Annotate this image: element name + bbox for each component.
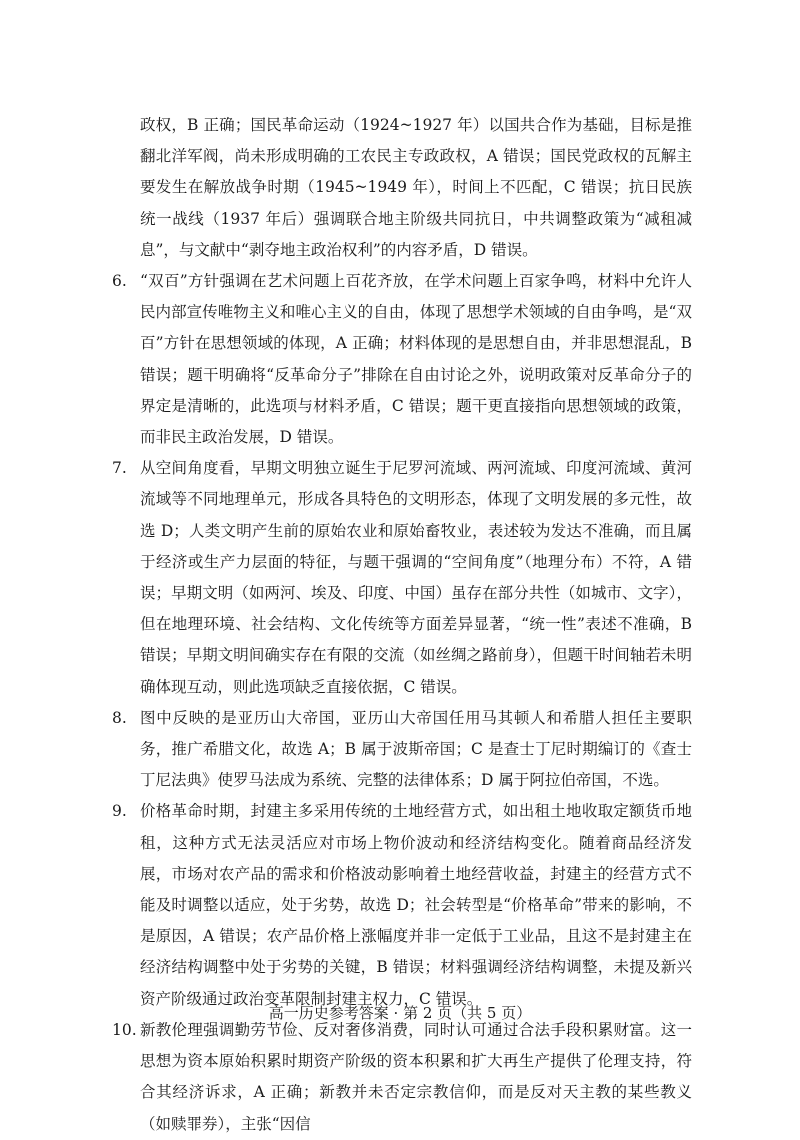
item-number: 9. [112,802,127,821]
paragraph-text: 图中反映的是亚历山大帝国，亚历山大帝国任用马其顿人和希腊人担任主要职务，推广希腊文化，故选 A；B 属于波斯帝国；C 是查士丁尼时期编订的《查士丁尼法典》使罗马法成为系统、完整的法律体系；D 属于阿拉伯帝国，不选。 [140,708,692,790]
answer-item-8 [112,703,692,797]
item-number: 10. [112,1020,137,1039]
paragraph-text: 新教伦理强调勤劳节俭、反对奢侈消费，同时认可通过合法手段积累财富。这一思想为资本原始积累时期资产阶级的资本积累和扩大再生产提供了伦理支持，符合其经济诉求，A 正确；新教并未否定宗教信仰，而是反对天主教的某些教义（如赎罪券），主张“因信 [140,1020,692,1133]
paragraph-text: 政权，B 正确；国民革命运动（1924~1927 年）以国共合作为基础，目标是推翻北洋军阀，尚未形成明确的工农民主专政政权，A 错误；国民党政权的瓦解主要发生在解放战争时期（1945~1949 年），时间上不匹配，C 错误；抗日民族统一战线（1937 年后）强调联合地主阶级共同抗日，中共调整政策为“减租减息”，与文献中“剥夺地主政治权利”的内容矛盾，D 错误。 [140,116,692,259]
paragraph-text: “双百”方针强调在艺术问题上百花齐放，在学术问题上百家争鸣，材料中允许人民内部宣传唯物主义和唯心主义的自由，体现了思想学术领域的自由争鸣，是“双百”方针在思想领域的体现，A 正确；材料体现的是思想自由，并非思想混乱，B 错误；题干明确将“反革命分子”排除在自由讨论之外，说明政策对反革命分子的界定是清晰的，此选项与材料矛盾，C 错误；题干更直接指向思想领域的政策，而非民主政治发展，D 错误。 [140,272,692,447]
item-number: 8. [112,708,127,727]
item-number: 6. [112,272,127,291]
answer-item-9 [112,796,692,1014]
answer-item-10 [112,1015,692,1140]
answer-content [112,110,692,1140]
answer-item-6 [112,266,692,453]
answer-item-7 [112,453,692,703]
paragraph-5-continued [112,110,692,266]
paragraph-text: 价格革命时期，封建主多采用传统的土地经营方式，如出租土地收取定额货币地租，这种方式无法灵活应对市场上物价波动和经济结构变化。随着商品经济发展，市场对农产品的需求和价格波动影响着土地经营收益，封建主的经营方式不能及时调整以适应，处于劣势，故选 D；社会转型是“价格革命”带来的影响，不是原因，A 错误；农产品价格上涨幅度并非一定低于工业品，且这不是封建主在经济结构调整中处于劣势的关键，B 错误；材料强调经济结构调整，未提及新兴资产阶级通过政治变革限制封建主权力，C 错误。 [140,802,692,1008]
page-footer: 高一历史参考答案 · 第 2 页（共 5 页） [268,1004,532,1022]
item-number: 7. [112,459,127,478]
paragraph-text: 从空间角度看，早期文明独立诞生于尼罗河流域、两河流域、印度河流域、黄河流域等不同地理单元，形成各具特色的文明形态，体现了文明发展的多元性，故选 D；人类文明产生前的原始农业和原始畜牧业，表述较为发达不准确，而且属于经济或生产力层面的特征，与题干强调的“空间角度”（地理分布）不符，A 错误；早期文明（如两河、埃及、印度、中国）虽存在部分共性（如城市、文字），但在地理环境、社会结构、文化传统等方面差异显著，“统一性”表述不准确，B 错误；早期文明间确实存在有限的交流（如丝绸之路前身），但题干时间轴若未明确体现互动，则此选项缺乏直接依据，C 错误。 [140,459,692,696]
